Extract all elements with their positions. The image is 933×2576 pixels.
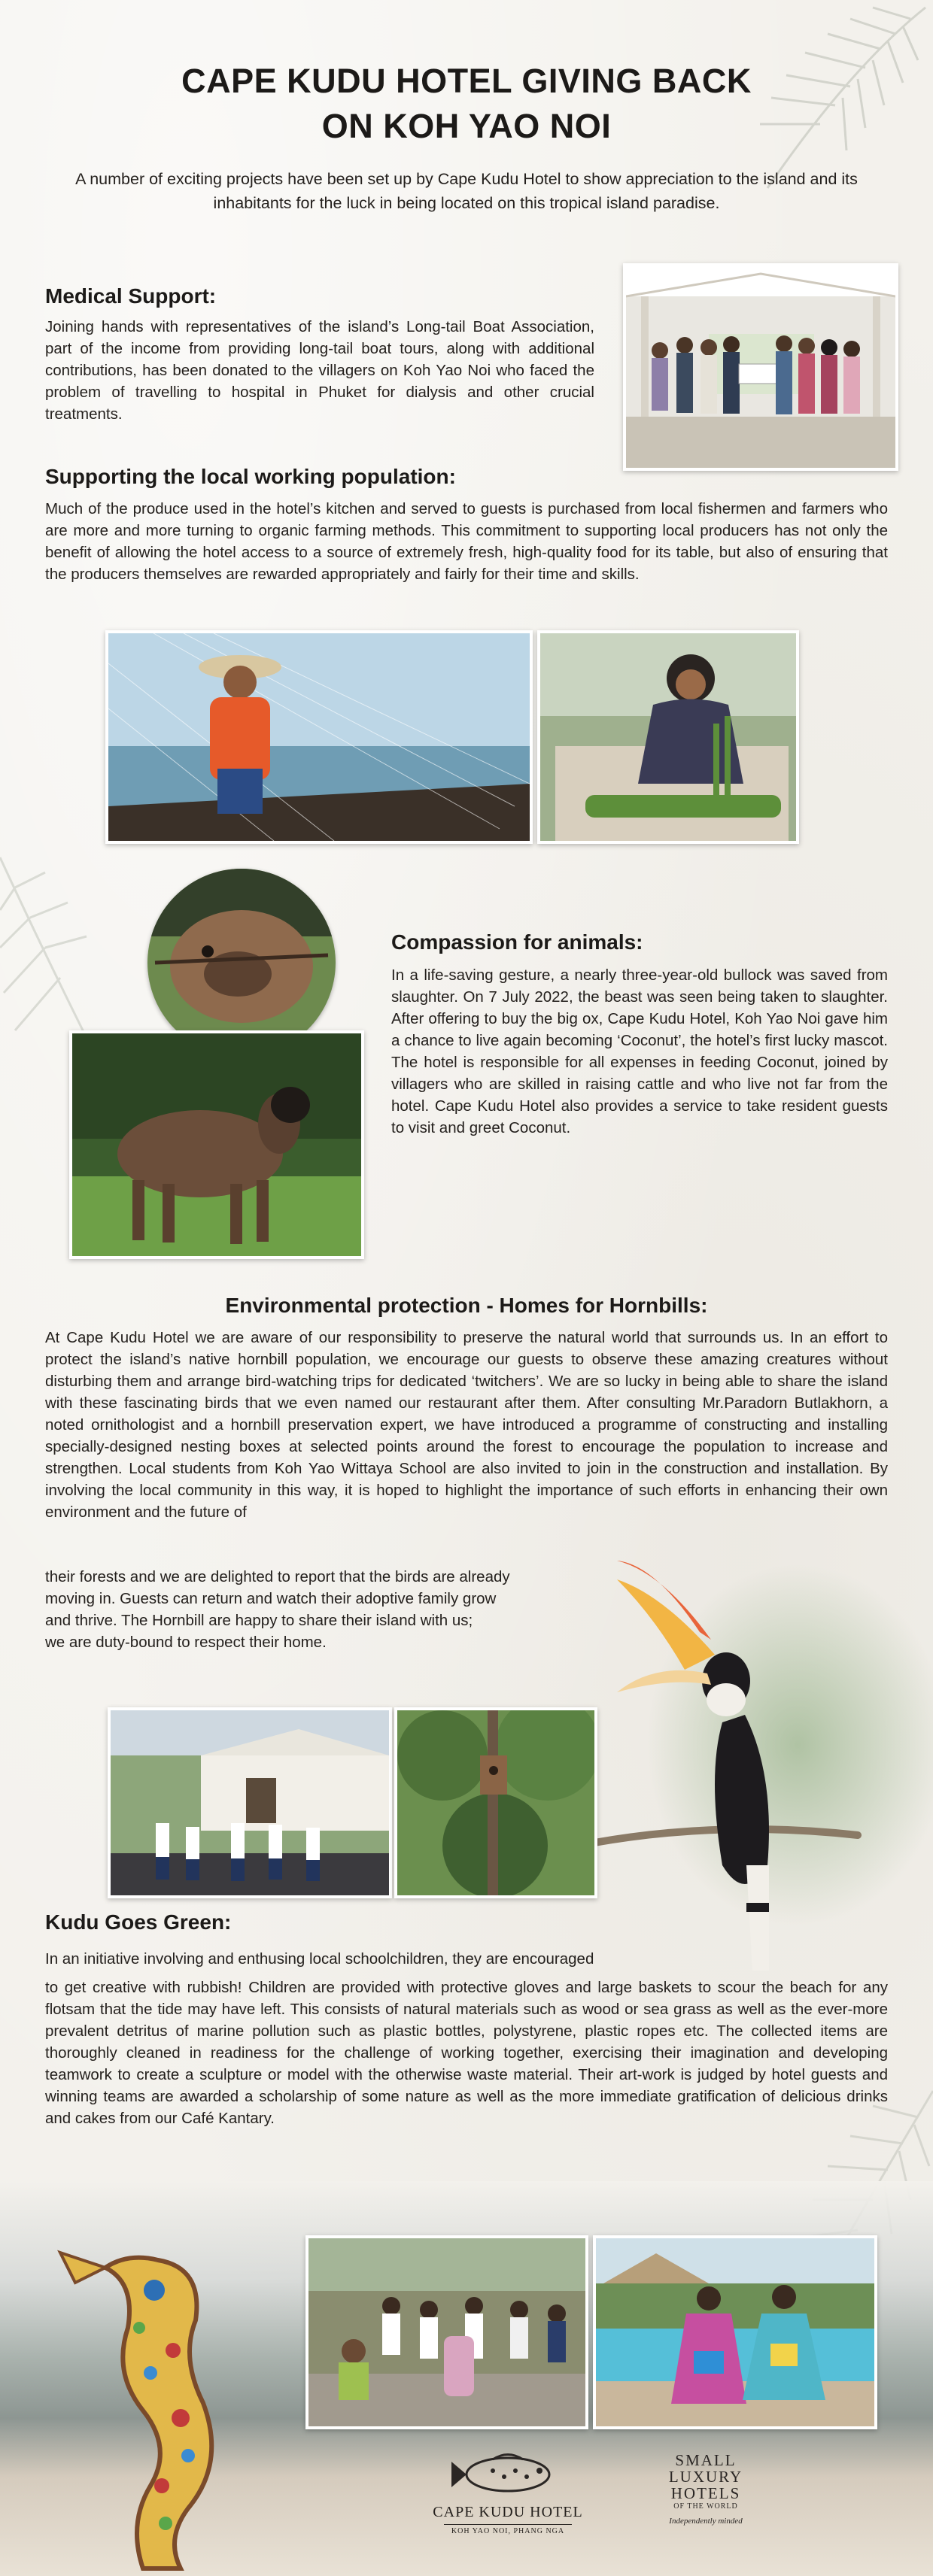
vegetable-vendor-photo [537,630,799,844]
nesting-box-installation-photo [108,1707,392,1898]
bull-coconut-photo [69,1030,364,1259]
kudu-goes-green-text: to get creative with rubbish! Children are provided with protective gloves and large baskets to scour the beach for any flotsam that the tide may have left. This consists of natural materials such as wood or sea grass as well as the ever-more prevalent detritus of marine pollution such as plastic bottles, polystyrene, plastic ropes etc. The collected items are thoroughly cleaned in readiness for the challenge of working together, exercising their imagination and developing teamwork to create a sculpture or model with the otherwise waste material. Their art-work is judged by hotel guests and winning teams are awarded a scholarship of some nature as well as the more immediate gratification of delicious drinks and cakes from our Café Kantary. [45,1979,888,2127]
fisherman-net-photo [105,630,533,844]
local-population-heading: Supporting the local working population: [45,465,456,488]
cape-kudu-hotel-location: KOH YAO NOI, PHANG NGA [451,2527,565,2535]
slh-line-2: LUXURY [668,2468,743,2486]
hornbills-text: At Cape Kudu Hotel we are aware of our responsibility to preserve the natural world that surrounds us. In an effort to protect the island’s native hornbill population, we encourage our guests to observe these amazing creatures without disturbing them and arrange bird-watching trips for dedicated ‘twitchers’. We are so lucky in being able to share the island with these fascinating birds that we even named our restaurant after them. After consulting Mr.Paradorn Butlakhorn, a noted ornithologist and a hornbill preservation expert, we have introduced a programme of constructing and installing specially-designed nesting boxes at selected points around the forest to encourage the population to increase and strengthen. Local students from Koh Yao Wittaya School are also invited to join in the construction and installation. By involving the local community in this way, it is hoped to highlight the importance of such efforts in enhancing their own environment and the future of [45,1329,888,1521]
children-costume-pool-photo [593,2235,877,2429]
medical-support-text: Joining hands with representatives of the island’s Long-tail Boat Association, part of the income from providing long-tail boat tours, along with additional contributions, has been donated to the villagers on Koh Yao Noi who faced the problem of travelling to hospital in Phuket for dialysis and other crucial treatments. [45,318,594,423]
kudu-goes-green-text-first: In an initiative involving and enthusing local schoolchildren, they are encouraged [45,1950,594,1968]
title-line-1: CAPE KUDU HOTEL GIVING BACK [181,62,752,100]
small-luxury-hotels-logo [653,2452,758,2526]
page-title [90,59,843,149]
intro-paragraph: A number of exciting projects have been set up by Cape Kudu Hotel to show appreciation to the island and its inhabitants for the luck in being located on this tropical island paradise. [75,170,858,212]
nesting-box-tree-photo [394,1707,597,1898]
hornbills-text-line: their forests and we are delighted to report that the birds are already [45,1568,510,1585]
children-sculpture-workshop-photo [305,2235,588,2429]
cape-kudu-hotel-logo [421,2448,594,2535]
hornbill-illustration [572,1549,933,1986]
hornbills-text-line: we are duty-bound to respect their home. [45,1634,327,1651]
hornbills-text-line: moving in. Guests can return and watch their adoptive family grow [45,1590,497,1607]
animals-text: In a life-saving gesture, a nearly three-year-old bullock was saved from slaughter. On 7 July 2022, the beast was seen being taken to slaughter. After offering to buy the big ox, Cape Kudu Hotel, Koh Yao Noi gave him a chance to live again becoming ‘Coconut’, the hotel’s first lucky mascot. The hotel is responsible for all expenses in feeding Coconut, joined by villagers who are skilled in raising cattle and who live not far from the hotel. Cape Kudu Hotel also provides a service to take resident guests to visit and greet Coconut. [391,966,888,1136]
hornbills-heading: Environmental protection - Homes for Hornbills: [225,1294,708,1317]
slh-line-3: HOTELS [670,2484,741,2502]
slh-line-1: SMALL [675,2451,737,2469]
hornbills-text-continued [45,1566,632,1653]
slh-line-4: OF THE WORLD [673,2502,738,2511]
local-population-text: Much of the produce used in the hotel’s kitchen and served to guests is purchased from local fishermen and farmers who are more and more turning to organic farming methods. This commitment to supporting local producers has not only the benefit of allowing the hotel access to a source of extremely fresh, high-quality food for its table, but also of ensuring that the producers themselves are rewarded appropriately and fairly for their time and skills. [45,500,888,583]
medical-donation-group-photo [623,263,898,471]
cape-kudu-hotel-name: CAPE KUDU HOTEL [433,2504,583,2520]
medical-support-heading: Medical Support: [45,284,217,308]
kudu-goes-green-heading: Kudu Goes Green: [45,1910,232,1934]
animals-heading: Compassion for animals: [391,930,643,954]
slh-tagline: Independently minded [669,2517,743,2526]
title-line-2: ON KOH YAO NOI [321,107,612,145]
bull-face-circle-photo [147,869,336,1057]
seahorse-sculpture-photo [30,2238,271,2576]
hornbills-text-line: and thrive. The Hornbill are happy to share their island with us; [45,1612,473,1629]
kudu-fish-emblem [448,2448,568,2501]
